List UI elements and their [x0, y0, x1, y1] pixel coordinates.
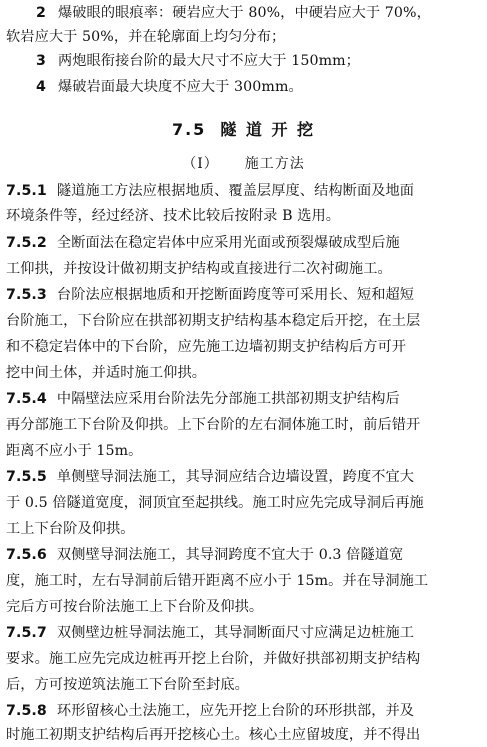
- clause-number: 7.5.3: [6, 287, 47, 303]
- clause-7-5-5-line-3: 工上下台阶及仰拱。: [6, 521, 135, 537]
- clause-7-5-7-line-1: [6, 622, 482, 644]
- clause-text: 双侧壁边桩导洞法施工，其导洞断面尺寸应满足边桩施工: [56, 625, 415, 641]
- clause-7-5-6-line-1: [6, 544, 482, 566]
- section-heading: [0, 117, 487, 140]
- list-item-number: 2: [36, 5, 46, 21]
- subsection-title: 施工方法: [244, 156, 305, 172]
- clause-number: 7.5.5: [6, 469, 47, 485]
- list-item-number: 4: [36, 79, 46, 95]
- list-item-text: 两炮眼衔接台阶的最大尺寸不应大于 150mm；: [57, 53, 360, 69]
- list-item-4: [36, 76, 482, 98]
- clause-number: 7.5.4: [6, 391, 47, 407]
- clause-7-5-3-line-3: 和不稳定岩体中的下台阶，应先施工边墙初期支护结构后方可开: [6, 339, 407, 355]
- clause-7-5-1-line-2: 环境条件等，经过经济、技术比较后按附录 B 选用。: [6, 208, 341, 224]
- clause-7-5-2-line-2: 工仰拱，并按设计做初期支护结构或直接进行二次衬砌施工。: [6, 261, 392, 277]
- clause-text: 台阶法应根据地质和开挖断面跨度等可采用长、短和超短: [56, 287, 415, 303]
- clause-7-5-4-line-2: 再分部施工下台阶及仰拱。上下台阶的左右洞体施工时，前后错开: [6, 417, 421, 433]
- clause-number: 7.5.8: [6, 703, 47, 719]
- clause-7-5-3-line-1: [6, 284, 482, 306]
- clause-7-5-4-line-3: 距离不应小于 15m。: [6, 443, 143, 459]
- list-item-number: 3: [36, 53, 46, 69]
- clause-7-5-5-line-1: [6, 466, 482, 488]
- list-item-text: 爆破岩面最大块度不应大于 300mm。: [57, 79, 303, 95]
- section-number: 7.5: [171, 120, 207, 139]
- clause-7-5-8-line-2: 时施工初期支护结构后再开挖核心土。核心土应留坡度，并不得出: [6, 727, 421, 743]
- clause-7-5-6-line-3: 完后方可按台阶法施工上下台阶及仰拱。: [6, 599, 264, 615]
- clause-number: 7.5.6: [6, 547, 47, 563]
- clause-number: 7.5.1: [6, 183, 47, 199]
- clause-text: 隧道施工方法应根据地质、覆盖层厚度、结构断面及地面: [56, 183, 415, 199]
- clause-7-5-3-line-4: 挖中间土体，并适时施工仰拱。: [6, 365, 207, 381]
- clause-7-5-2-line-1: [6, 232, 482, 254]
- subsection-heading: [0, 153, 487, 173]
- clause-7-5-7-line-3: 后，方可按逆筑法施工下台阶至封底。: [6, 677, 249, 693]
- clause-7-5-1-line-1: [6, 180, 482, 202]
- clause-text: 全断面法在稳定岩体中应采用光面或预裂爆破成型后施: [56, 235, 400, 251]
- clause-number: 7.5.7: [6, 625, 47, 641]
- clause-7-5-8-line-1: [6, 700, 482, 722]
- clause-7-5-5-line-2: 于 0.5 倍隧道宽度，洞顶宜至起拱线。施工时应先完成导洞后再施: [6, 495, 424, 511]
- clause-text: 环形留核心土法施工，应先开挖上台阶的环形拱部，并及: [56, 703, 415, 719]
- section-title: 隧 道 开 挖: [220, 120, 316, 139]
- clause-text: 单侧壁导洞法施工，其导洞应结合边墙设置，跨度不宜大: [56, 469, 415, 485]
- list-item-2-line-1: [36, 2, 482, 24]
- list-item-text: 爆破眼的眼痕率：硬岩应大于 80%，中硬岩应大于 70%，: [57, 5, 431, 21]
- subsection-number: （Ⅰ）: [182, 156, 219, 172]
- clause-7-5-4-line-1: [6, 388, 482, 410]
- clause-text: 中隔壁法应采用台阶法先分部施工拱部初期支护结构后: [56, 391, 400, 407]
- clause-text: 双侧壁导洞法施工，其导洞跨度不宜大于 0.3 倍隧道宽: [56, 547, 404, 563]
- clause-7-5-7-line-2: 要求。施工应先完成边桩再开挖上台阶，并做好拱部初期支护结构: [6, 651, 421, 667]
- clause-7-5-6-line-2: 度，施工时，左右导洞前后错开距离不应小于 15m。并在导洞施工: [6, 573, 429, 589]
- clause-7-5-3-line-2: 台阶施工，下台阶应在拱部初期支护结构基本稳定后开挖，在土层: [6, 313, 421, 329]
- list-item-3: [36, 50, 482, 72]
- clause-number: 7.5.2: [6, 235, 47, 251]
- list-item-2-line-2: 软岩应大于 50%，并在轮廓面上均匀分布；: [6, 29, 286, 45]
